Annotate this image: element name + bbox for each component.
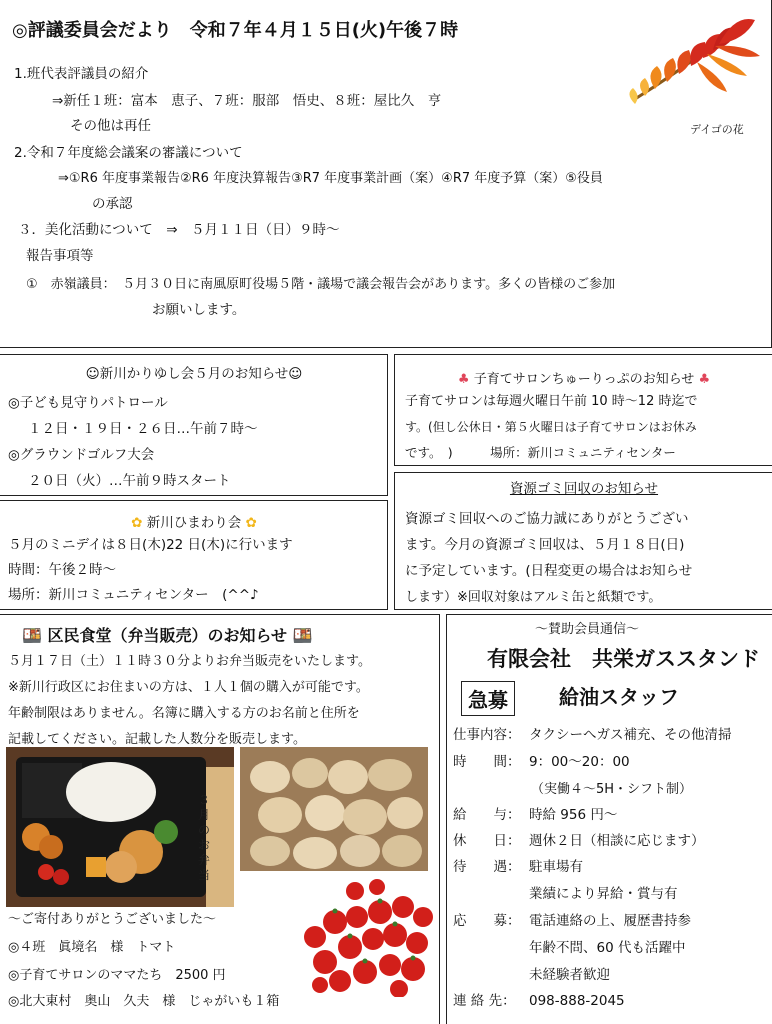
sushi-icon: 🍱	[292, 626, 313, 645]
apply-value3: 未経験者歓迎	[529, 967, 610, 983]
sushi-icon: 🍱	[22, 626, 42, 645]
council-item2-detail2: の承認	[92, 196, 133, 212]
donor-2: ◎子育てサロンのママたち 2500 円	[8, 968, 226, 983]
tomato-photo	[295, 877, 435, 997]
position-title: 給油スタッフ	[559, 685, 679, 709]
shokudo-line1: ５月１７日（土）１１時３０分よりお弁当販売をいたします。	[8, 654, 371, 669]
himawari-line1: ５月のミニデイは８日(木)22 日(木)に行います	[8, 537, 293, 553]
holiday-label: 休 日：	[453, 833, 521, 849]
council-item1-other: その他は再任	[70, 118, 151, 134]
donor-3: ◎北大東村 奥山 久夫 様 じゃがいも１箱	[8, 994, 280, 1009]
flower-caption: デイゴの花	[690, 123, 744, 136]
report-heading: 報告事項等	[26, 248, 94, 264]
apply-value: 電話連絡の上、履歴書持参	[529, 913, 691, 929]
sunflower-icon: ✿	[131, 515, 143, 531]
patrol-heading: ◎子ども見守りパトロール	[8, 395, 168, 411]
sponsor-section	[446, 614, 772, 1024]
pay-value: 時給 956 円～	[529, 807, 618, 823]
hours-label: 時 間：	[453, 754, 521, 770]
company-name: 有限会社 共栄ガススタンド	[487, 647, 760, 671]
sunflower-icon: ✿	[245, 515, 257, 531]
himawari-line2: 時間：午後２時～	[8, 562, 116, 578]
council-item2: 2.令和７年度総会議案の審議について	[14, 145, 243, 161]
tulip-icon: ♣	[457, 372, 470, 387]
urgent-label: 急募	[468, 688, 508, 712]
contact-value: 098-888-2045	[529, 993, 625, 1009]
hours-note: （実働４～5H・シフト制）	[531, 782, 693, 797]
himawari-line3: 場所：新川コミュニティセンター (^^♪	[8, 587, 259, 603]
job-label: 仕事内容：	[453, 727, 521, 743]
himawari-title: 新川ひまわり会	[146, 515, 242, 531]
holiday-value: 週休２日（相談に応じます）	[529, 833, 705, 849]
apply-label: 応 募：	[453, 913, 521, 929]
kariyushi-title: ☺新川かりゆし会５月のお知らせ☺	[85, 366, 303, 382]
salon-line2: す。(但し公休日・第５火曜日は子育てサロンはお休み	[405, 420, 697, 434]
patrol-dates: １２日・１９日・２６日…午前７時～	[28, 421, 258, 437]
recycle-line2: ます。今月の資源ゴミ回収は、５月１８日(日)	[405, 537, 685, 553]
hours-value: 9：00～20：00	[529, 754, 630, 770]
salon-line3: です。 ) 場所：新川コミュニティセンター	[405, 445, 676, 460]
tulip-icon: ♣	[698, 372, 711, 387]
deigo-flower-illustration	[615, 4, 765, 124]
golf-heading: ◎グラウンドゴルフ大会	[8, 447, 155, 463]
himawari-title-row	[0, 511, 388, 531]
shokudo-line3: 年齢制限はありません。名簿に購入する方のお名前と住所を	[8, 706, 360, 721]
bento-label: ３月のお弁当	[198, 793, 211, 882]
sponsor-header: ～賛助会員通信～	[534, 622, 639, 637]
benefit-label: 待 遇：	[453, 859, 521, 875]
golf-date: ２０日（火）…午前９時スタート	[28, 473, 231, 489]
shokudo-line4: 記載してください。記載した人数分を販売します。	[8, 732, 306, 747]
shokudo-title: 区民食堂（弁当販売）のお知らせ	[47, 626, 288, 645]
salon-section	[394, 354, 772, 466]
benefit-value2: 業績により昇給・賞与有	[529, 886, 678, 902]
salon-title: 子育てサロンちゅーりっぷのお知らせ	[473, 372, 695, 387]
council-item3: ３．美化活動について ⇒ ５月１１日（日）９時～	[18, 222, 340, 238]
potato-photo	[240, 747, 428, 871]
council-item1-detail: ⇒新任１班：富本 恵子、７班：服部 悟史、８班：屋比久 亨	[52, 93, 442, 109]
urgent-badge	[461, 681, 515, 716]
shokudo-section	[0, 614, 440, 1024]
donor-1: ◎４班 眞境名 様 トマト	[8, 940, 176, 955]
salon-line1: 子育てサロンは毎週火曜日午前 10 時～12 時迄で	[405, 394, 698, 409]
council-title: ◎評議委員会だより 令和７年４月１５日(火)午後７時	[12, 20, 459, 41]
report-item1b: お願いします。	[152, 302, 246, 318]
shokudo-title-row	[22, 623, 313, 646]
recycle-line3: に予定しています。(日程変更の場合はお知らせ	[405, 563, 693, 579]
recycle-title: 資源ゴミ回収のお知らせ	[509, 481, 659, 497]
thanks-heading: ～ご寄付ありがとうございました～	[8, 912, 217, 927]
salon-title-row	[395, 368, 772, 387]
benefit-value: 駐車場有	[529, 859, 583, 875]
council-item1: 1.班代表評議員の紹介	[14, 66, 149, 82]
shokudo-line2: ※新川行政区にお住まいの方は、１人１個の購入が可能です。	[8, 680, 369, 695]
apply-value2: 年齢不問、60 代も活躍中	[529, 940, 686, 956]
recycle-line4: します）※回収対象はアルミ缶と紙類です。	[405, 590, 662, 605]
contact-label: 連 絡 先：	[453, 993, 516, 1009]
job-value: タクシーへガス補充、その他清掃	[529, 727, 732, 743]
report-item1: ① 赤嶺議員： ５月３０日に南風原町役場５階・議場で議会報告会があります。多くの皆様のご参加	[26, 277, 616, 292]
council-section	[0, 0, 772, 348]
recycle-section	[394, 472, 772, 610]
kariyushi-section	[0, 354, 388, 496]
council-item2-detail: ⇒①R6 年度事業報告②R6 年度決算報告③R7 年度事業計画（案）④R7 年度予算（案）⑤役員	[58, 171, 603, 186]
himawari-section	[0, 500, 388, 610]
pay-label: 給 与：	[453, 807, 521, 823]
recycle-line1: 資源ゴミ回収へのご協力誠にありがとうござい	[405, 511, 689, 527]
